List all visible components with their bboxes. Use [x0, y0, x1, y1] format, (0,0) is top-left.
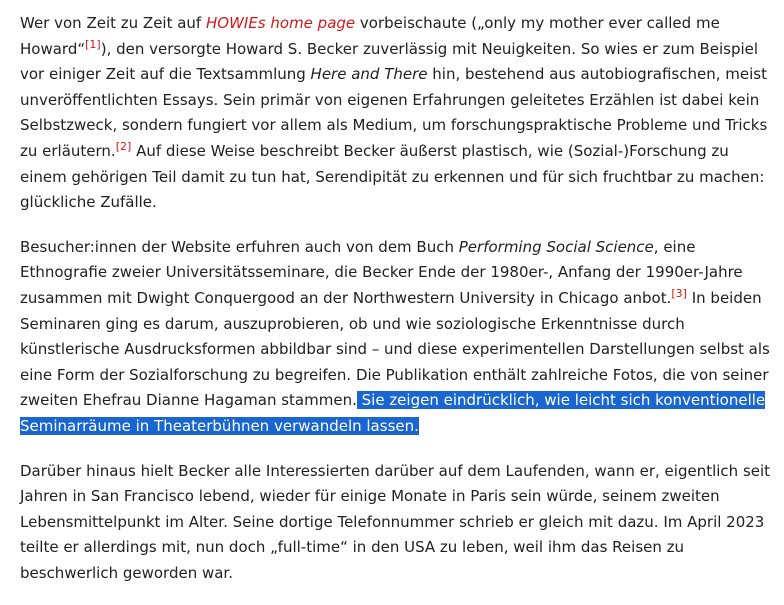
selected-text-highlight[interactable]: Sie zeigen eindrücklich, wie leicht sich konventionelle Seminarräume in Theaterbühnen verwandeln lassen.: [20, 391, 766, 435]
book-title-performing-social-science: Performing Social Science: [458, 237, 654, 256]
article-body: [20, 11, 772, 605]
link-howies-home-page[interactable]: HOWIEs home page: [205, 14, 356, 32]
text-run: Besucher:innen der Website erfuhren auch von dem Buch: [20, 237, 459, 256]
text-run: ), den versorgte Howard S. Becker zuverlässig mit Neuigkeiten. So wies er zum Beispiel vor einiger Zeit auf die Textsammlung: [20, 39, 759, 84]
text-run: , eine Ethnografie zweier Universitätsseminare, die Becker Ende der 1980er-, Anfang der 1990er-Jahre zusammen mit Dwight Conquergood an der Northwestern University in Chicago anbot.: [20, 237, 743, 307]
footnote-ref-3[interactable]: [3]: [671, 286, 687, 300]
book-title-here-and-there: Here and There: [310, 65, 428, 84]
text-run: Auf diese Weise beschreibt Becker äußerst plastisch, wie (Sozial-)Forschung zu einem gehörigen Teil damit zu tun hat, Serendipität zu erkennen und für sich fruchtbar zu machen: glückliche Zufälle.: [20, 141, 765, 212]
text-run: Wer von Zeit zu Zeit auf: [20, 14, 206, 32]
footnote-ref-2[interactable]: [2]: [115, 139, 132, 153]
footnote-ref-1[interactable]: [1]: [85, 37, 101, 51]
paragraph-1: [20, 11, 772, 216]
text-run: hin, bestehend aus autobiografischen, meist unveröffentlichten Essays. Sein primär von eigenen Erfahrungen geleitetes Erzählen ist dabei kein Selbstzweck, sondern fungiert vor allem als Medium, um forschungspraktische Probleme und Tricks zu erläutern.: [20, 65, 768, 160]
text-run: In beiden Seminaren ging es darum, auszuprobieren, ob und wie soziologische Erkenntnisse durch künstlerische Ausdrucksformen abbildbar sind – und diese experimentellen Darstellungen selbst als eine Form der Sozialforschung zu begreifen. Die Publikation enthält zahlreiche Fotos, die von seiner zweiten Ehefrau Dianne Hagaman stammen.: [20, 288, 770, 410]
text-run: Darüber hinaus hielt Becker alle Interessierten darüber auf dem Laufenden, wann er, eigentlich seit Jahren in San Francisco lebend, wieder für einige Monate in Paris sein würde, seinem zweiten Lebensmittelpunkt im Alter. Seine dortige Telefonnummer schrieb er gleich mit dazu. Im April 2023 teilte er allerdings mit, nun doch „full-time“ in den USA zu leben, weil ihm das Reisen zu beschwerlich geworden war.: [20, 461, 771, 582]
paragraph-2: [20, 235, 772, 440]
text-run: vorbeischaute („only my mother ever called me Howard“: [20, 14, 720, 58]
paragraph-3: [20, 459, 772, 587]
